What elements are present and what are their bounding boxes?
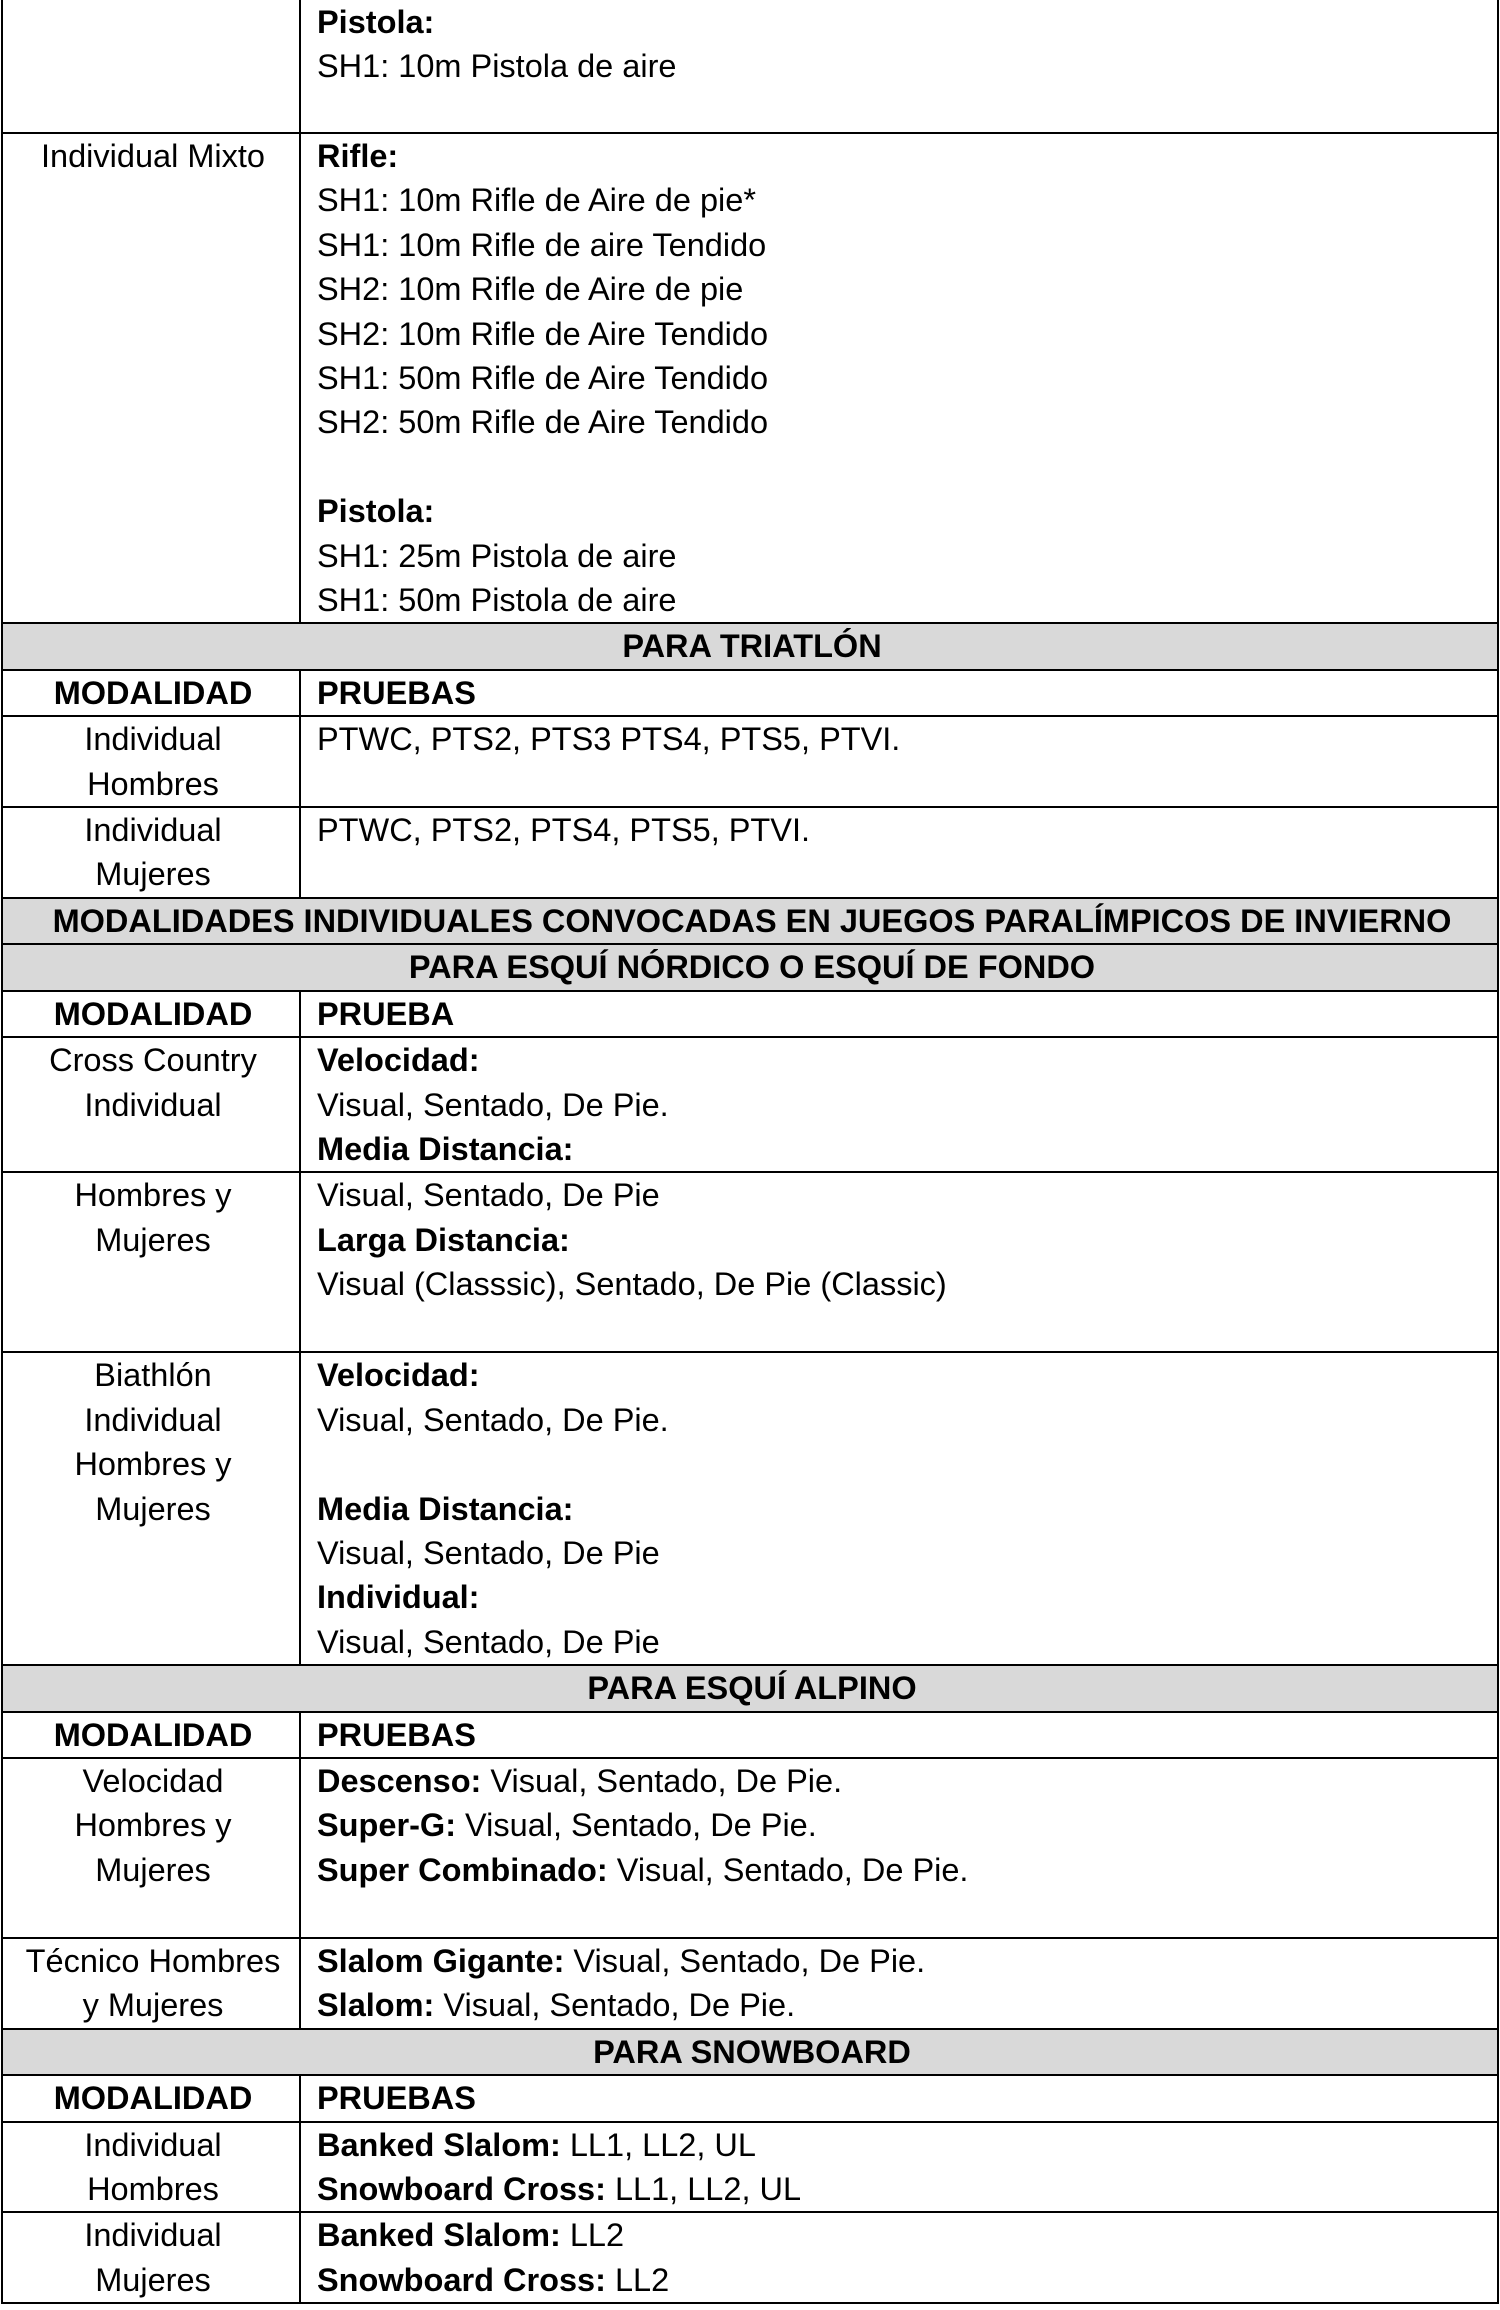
- modalidad-cell: [2, 2212, 300, 2303]
- modalidad-line: Velocidad: [82, 1762, 224, 1799]
- prueba-item: [317, 1848, 1485, 1892]
- rifle-line: SH2: 10m Rifle de Aire Tendido: [317, 315, 769, 352]
- modalidad-cell: [2, 1352, 300, 1665]
- modalidad-line: Mujeres: [95, 856, 211, 893]
- pistola-line: SH1: 25m Pistola de aire: [317, 537, 677, 574]
- pistola-line: SH1: 10m Pistola de aire: [317, 48, 677, 85]
- prueba-item: [317, 2123, 1485, 2167]
- velocidad-heading: Velocidad:: [317, 1357, 480, 1394]
- section-title: PARA SNOWBOARD: [2, 2029, 1498, 2075]
- table-row: [2, 807, 1498, 898]
- table-row-hombres-mujeres: [2, 1172, 1498, 1352]
- pruebas-cell: [300, 716, 1498, 807]
- prueba-label: Slalom:: [317, 1987, 435, 2024]
- prueba-value: LL1, LL2, UL: [605, 2171, 802, 2207]
- pruebas-cell: [300, 2212, 1498, 2303]
- rifle-line: SH2: 50m Rifle de Aire Tendido: [317, 404, 769, 441]
- rifle-heading: Rifle:: [317, 138, 399, 174]
- table-row-individual-mixto: [2, 133, 1498, 623]
- prueba-label: Descenso:: [317, 1762, 482, 1799]
- modalidad-line: Mujeres: [95, 1490, 211, 1527]
- modalidad-cell: [2, 807, 300, 898]
- modalidad-line: Hombres y: [74, 1807, 232, 1844]
- section-row-invierno: [2, 898, 1498, 944]
- pistola-heading: Pistola:: [317, 493, 435, 530]
- modalidad-cell: [2, 2122, 300, 2213]
- section-row-alpino: [2, 1665, 1498, 1711]
- header-row: [2, 1712, 1498, 1758]
- media-distancia-value: Visual, Sentado, De Pie: [317, 1534, 660, 1571]
- rifle-line: SH2: 10m Rifle de Aire de pie: [317, 271, 744, 308]
- prueba-label: Snowboard Cross:: [317, 2261, 606, 2298]
- header-modalidad: MODALIDAD: [2, 2075, 300, 2121]
- header-row: [2, 991, 1498, 1037]
- modalidad-line: Mujeres: [95, 1221, 211, 1258]
- table-row-biathlon: [2, 1352, 1498, 1665]
- prueba-label: Super-G:: [317, 1807, 457, 1844]
- velocidad-value: Visual, Sentado, De Pie.: [317, 1086, 669, 1123]
- modalidad-line: Mujeres: [95, 1851, 211, 1888]
- individual-heading: Individual:: [317, 1579, 480, 1616]
- prueba-label: Banked Slalom:: [317, 2126, 561, 2163]
- pruebas-value: PTWC, PTS2, PTS4, PTS5, PTVI.: [317, 812, 811, 849]
- modalidad-label: Individual Mixto: [41, 138, 265, 174]
- media-distancia-heading: Media Distancia:: [317, 1130, 574, 1167]
- pruebas-value: PTWC, PTS2, PTS3 PTS4, PTS5, PTVI.: [317, 721, 901, 758]
- prueba-value: Visual, Sentado, De Pie.: [607, 1851, 969, 1888]
- prueba-value: LL2: [560, 2217, 625, 2254]
- velocidad-heading: Velocidad:: [317, 1042, 480, 1079]
- pistola-heading: Pistola:: [317, 4, 435, 40]
- prueba-item: [317, 1803, 1485, 1847]
- pruebas-cell: [300, 1352, 1498, 1665]
- table-row: [2, 716, 1498, 807]
- header-pruebas: PRUEBAS: [300, 670, 1498, 716]
- rifle-line: SH1: 10m Rifle de Aire de pie*: [317, 182, 756, 219]
- section-title: PARA ESQUÍ ALPINO: [2, 1665, 1498, 1711]
- rifle-line: SH1: 50m Rifle de Aire Tendido: [317, 360, 769, 397]
- header-modalidad: MODALIDAD: [2, 991, 300, 1037]
- prueba-value: LL1, LL2, UL: [560, 2126, 756, 2163]
- section-row-nordico: [2, 944, 1498, 990]
- velocidad-value: Visual, Sentado, De Pie.: [317, 1401, 669, 1438]
- table-row-snowboard-hombres: [2, 2122, 1498, 2213]
- pruebas-cell: [300, 133, 1498, 623]
- modalidad-line: Hombres y: [74, 1177, 232, 1214]
- modalidad-line: Cross Country: [49, 1042, 257, 1079]
- header-modalidad: MODALIDAD: [2, 670, 300, 716]
- table-row-tecnico: [2, 1938, 1498, 2029]
- modalidad-line: Individual: [84, 1401, 222, 1438]
- prueba-label: Banked Slalom:: [317, 2217, 561, 2254]
- pruebas-cell: [300, 1172, 1498, 1352]
- prueba-value: Visual, Sentado, De Pie.: [434, 1987, 796, 2024]
- section-title: PARA ESQUÍ NÓRDICO O ESQUÍ DE FONDO: [2, 944, 1498, 990]
- header-pruebas: PRUEBAS: [300, 2075, 1498, 2121]
- prueba-value: Visual, Sentado, De Pie.: [456, 1807, 817, 1844]
- table-row-snowboard-mujeres: [2, 2212, 1498, 2303]
- pruebas-cell-pistola: [300, 0, 1498, 133]
- modalidad-line: y Mujeres: [82, 1987, 224, 2024]
- prueba-value: Visual, Sentado, De Pie.: [481, 1762, 843, 1799]
- prueba-label: Super Combinado:: [317, 1851, 608, 1888]
- prueba-item: [317, 1939, 1485, 1983]
- section-title: MODALIDADES INDIVIDUALES CONVOCADAS EN JUEGOS PARALÍMPICOS DE INVIERNO: [2, 898, 1498, 944]
- blank-line: [317, 445, 1485, 489]
- modalidad-line: Individual: [84, 1086, 222, 1123]
- modalidad-line: Hombres: [87, 765, 219, 802]
- header-row: [2, 670, 1498, 716]
- prueba-item: [317, 1759, 1485, 1803]
- modalidad-line: Individual: [84, 812, 222, 849]
- prueba-label: Slalom Gigante:: [317, 1942, 565, 1979]
- section-row-triatlon: [2, 623, 1498, 669]
- header-pruebas: PRUEBAS: [300, 1712, 1498, 1758]
- table-row-cross-country: [2, 1037, 1498, 1172]
- prueba-value: LL2: [605, 2261, 670, 2298]
- pruebas-cell: [300, 807, 1498, 898]
- media-distancia-heading: Media Distancia:: [317, 1490, 574, 1527]
- pruebas-cell: [300, 1758, 1498, 1938]
- modalidad-line: Biathlón: [94, 1357, 212, 1394]
- modalidad-line: Individual: [84, 2217, 222, 2254]
- individual-value: Visual, Sentado, De Pie: [317, 1623, 660, 1660]
- larga-distancia-value: Visual (Classsic), Sentado, De Pie (Classic): [317, 1266, 947, 1303]
- header-row: [2, 2075, 1498, 2121]
- prueba-item: [317, 2213, 1485, 2257]
- section-title: PARA TRIATLÓN: [2, 623, 1498, 669]
- prueba-item: [317, 2167, 1485, 2211]
- prueba-item: [317, 2258, 1485, 2302]
- modalidad-line: Individual: [84, 2126, 222, 2163]
- pruebas-cell: [300, 1938, 1498, 2029]
- prueba-value: Visual, Sentado, De Pie.: [564, 1942, 926, 1979]
- header-modalidad: MODALIDAD: [2, 1712, 300, 1758]
- modalidad-cell: [2, 1938, 300, 2029]
- modalidad-cell: [2, 1172, 300, 1352]
- pruebas-cell: [300, 1037, 1498, 1172]
- modalidad-cell: [2, 1037, 300, 1172]
- events-table: [1, 0, 1499, 2304]
- blank-line: [317, 1442, 1485, 1486]
- modalidad-cell: [2, 133, 300, 623]
- modalidad-cell: [2, 1758, 300, 1938]
- modalidad-line: Hombres: [87, 2171, 219, 2207]
- prueba-item: [317, 1983, 1485, 2027]
- header-prueba: PRUEBA: [300, 991, 1498, 1037]
- modalidad-line: Técnico Hombres: [25, 1942, 281, 1979]
- larga-distancia-heading: Larga Distancia:: [317, 1221, 570, 1258]
- table-row-pistola-continuation: [2, 0, 1498, 133]
- media-distancia-value: Visual, Sentado, De Pie: [317, 1177, 660, 1214]
- pruebas-cell: [300, 2122, 1498, 2213]
- section-row-snowboard: [2, 2029, 1498, 2075]
- modalidad-cell: [2, 716, 300, 807]
- modalidad-line: Mujeres: [95, 2261, 211, 2298]
- modalidad-line: Hombres y: [74, 1446, 232, 1483]
- rifle-line: SH1: 10m Rifle de aire Tendido: [317, 226, 767, 263]
- table-row-velocidad: [2, 1758, 1498, 1938]
- pistola-line: SH1: 50m Pistola de aire: [317, 582, 677, 619]
- modalidad-line: Individual: [84, 721, 222, 758]
- modalidad-cell-empty: [2, 0, 300, 133]
- prueba-label: Snowboard Cross:: [317, 2171, 606, 2207]
